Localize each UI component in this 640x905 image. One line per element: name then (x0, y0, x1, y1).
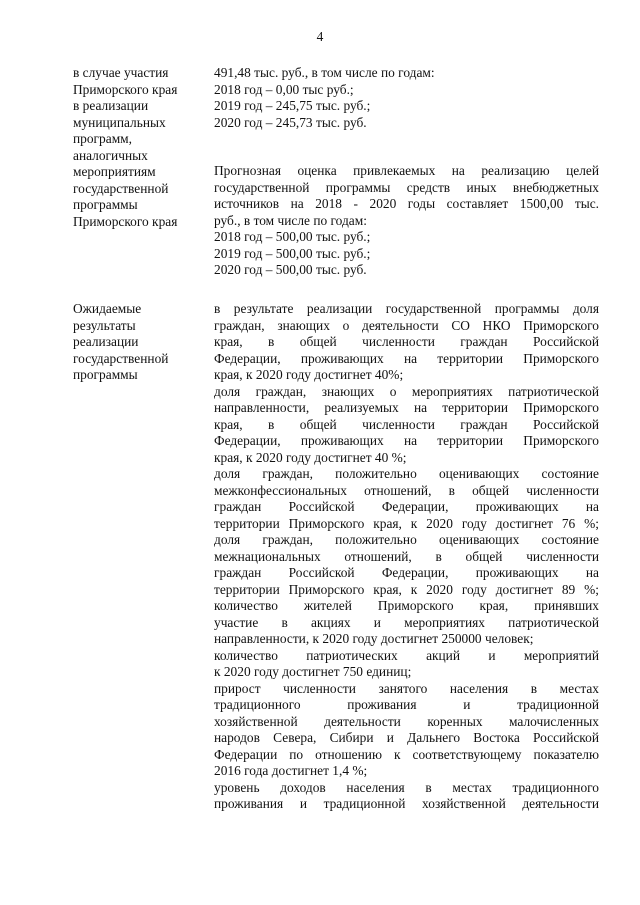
results-label-line: государственной (73, 350, 169, 366)
results-line: традиционного проживания и традиционной (214, 697, 599, 712)
funding-label-line: муниципальных (73, 114, 166, 130)
funding-label-line: Приморского края (73, 213, 178, 229)
results-line: 2016 года достигнет 1,4 %; (214, 763, 368, 778)
results-line: межконфессиональных отношений, в общей численности (214, 482, 599, 498)
extrabudget-line: руб., в том числе по годам: (214, 212, 367, 228)
municipal-funding-line: 2019 год – 245,75 тыс. руб.; (214, 98, 371, 113)
results-line: участие в акциях и мероприятиях патриотической (214, 614, 599, 630)
results-label-line: Ожидаемые (73, 301, 142, 316)
results-label-line: программы (73, 367, 138, 382)
funding-label-line: государственной (73, 180, 169, 196)
results-line: граждан Российской Федерации, проживающих на (214, 565, 599, 580)
results-line: прирост численности занятого населения в местах (214, 680, 599, 696)
funding-label-line: аналогичных (73, 147, 148, 163)
extrabudget-line: 2019 год – 500,00 тыс. руб.; (214, 245, 371, 261)
municipal-funding-line: 2020 год – 245,73 тыс. руб. (214, 114, 367, 130)
results-line: Федерации по отношению к соответствующему показателю (214, 746, 599, 762)
results-line: количество жителей Приморского края, принявших (214, 598, 599, 613)
extrabudget-line: 2020 год – 500,00 тыс. руб. (214, 262, 367, 277)
results-line: доля граждан, положительно оценивающих состояние (214, 466, 599, 481)
extrabudget-line: Прогнозная оценка привлекаемых на реализацию целей (214, 163, 599, 178)
results-line: территории Приморского края, к 2020 году достигнет 76 %; (214, 515, 599, 531)
results-text (214, 301, 599, 813)
funding-label-line: в случае участия (73, 65, 169, 80)
results-line: Федерации, проживающих на территории Приморского (214, 350, 599, 366)
results-line: края, в общей численности граждан Российской (214, 334, 599, 349)
results-line: края, к 2020 году достигнет 40 %; (214, 449, 407, 465)
results-line: межнациональных отношений, в общей численности (214, 548, 599, 564)
results-label-line: результаты (73, 317, 136, 333)
results-line: граждан Российской Федерации, проживающих на (214, 499, 599, 514)
funding-label-line: программы (73, 197, 138, 212)
results-line: граждан, знающих о деятельности СО НКО Приморского (214, 317, 599, 333)
results-label (73, 301, 203, 384)
results-label-line: реализации (73, 334, 139, 349)
funding-label-line: программ, (73, 131, 132, 146)
results-line: народов Севера, Сибири и Дальнего Востока Российской (214, 730, 599, 745)
funding-label-line: мероприятиям (73, 164, 156, 179)
page-number: 4 (316, 29, 324, 44)
results-line: территории Приморского края, к 2020 году достигнет 89 %; (214, 581, 599, 597)
results-line: в результате реализации государственной программы доля (214, 301, 599, 316)
results-line: края, в общей численности граждан Российской (214, 416, 599, 432)
municipal-funding-line: 2018 год – 0,00 тыс руб.; (214, 81, 354, 97)
results-line: количество патриотических акций и мероприятий (214, 647, 599, 663)
results-line: уровень доходов населения в местах традиционного (214, 779, 599, 795)
extrabudget-line: источников на 2018 - 2020 годы составляет 1500,00 тыс. (214, 196, 599, 211)
municipal-funding-line: 491,48 тыс. руб., в том числе по годам: (214, 65, 435, 80)
funding-label-line: Приморского края (73, 81, 178, 97)
results-line: к 2020 году достигнет 750 единиц; (214, 664, 412, 679)
results-line: края, к 2020 году достигнет 40%; (214, 367, 404, 382)
municipal-funding-text (214, 65, 599, 131)
funding-label-line: в реализации (73, 98, 149, 113)
results-line: направленности, реализуемых на территории Приморского (214, 400, 599, 415)
funding-label (73, 65, 203, 230)
extrabudget-line: государственной программы средств иных внебюджетных (214, 179, 599, 195)
extrabudget-funding-text (214, 163, 599, 279)
results-line: доля граждан, положительно оценивающих состояние (214, 532, 599, 547)
results-line: Федерации, проживающих на территории Приморского (214, 433, 599, 448)
extrabudget-line: 2018 год – 500,00 тыс. руб.; (214, 229, 371, 244)
results-line: доля граждан, знающих о мероприятиях патриотической (214, 383, 599, 399)
results-line: хозяйственной деятельности коренных малочисленных (214, 713, 599, 729)
results-line: проживания и традиционной хозяйственной деятельности (214, 796, 599, 811)
results-line: направленности, к 2020 году достигнет 250000 человек; (214, 631, 534, 646)
